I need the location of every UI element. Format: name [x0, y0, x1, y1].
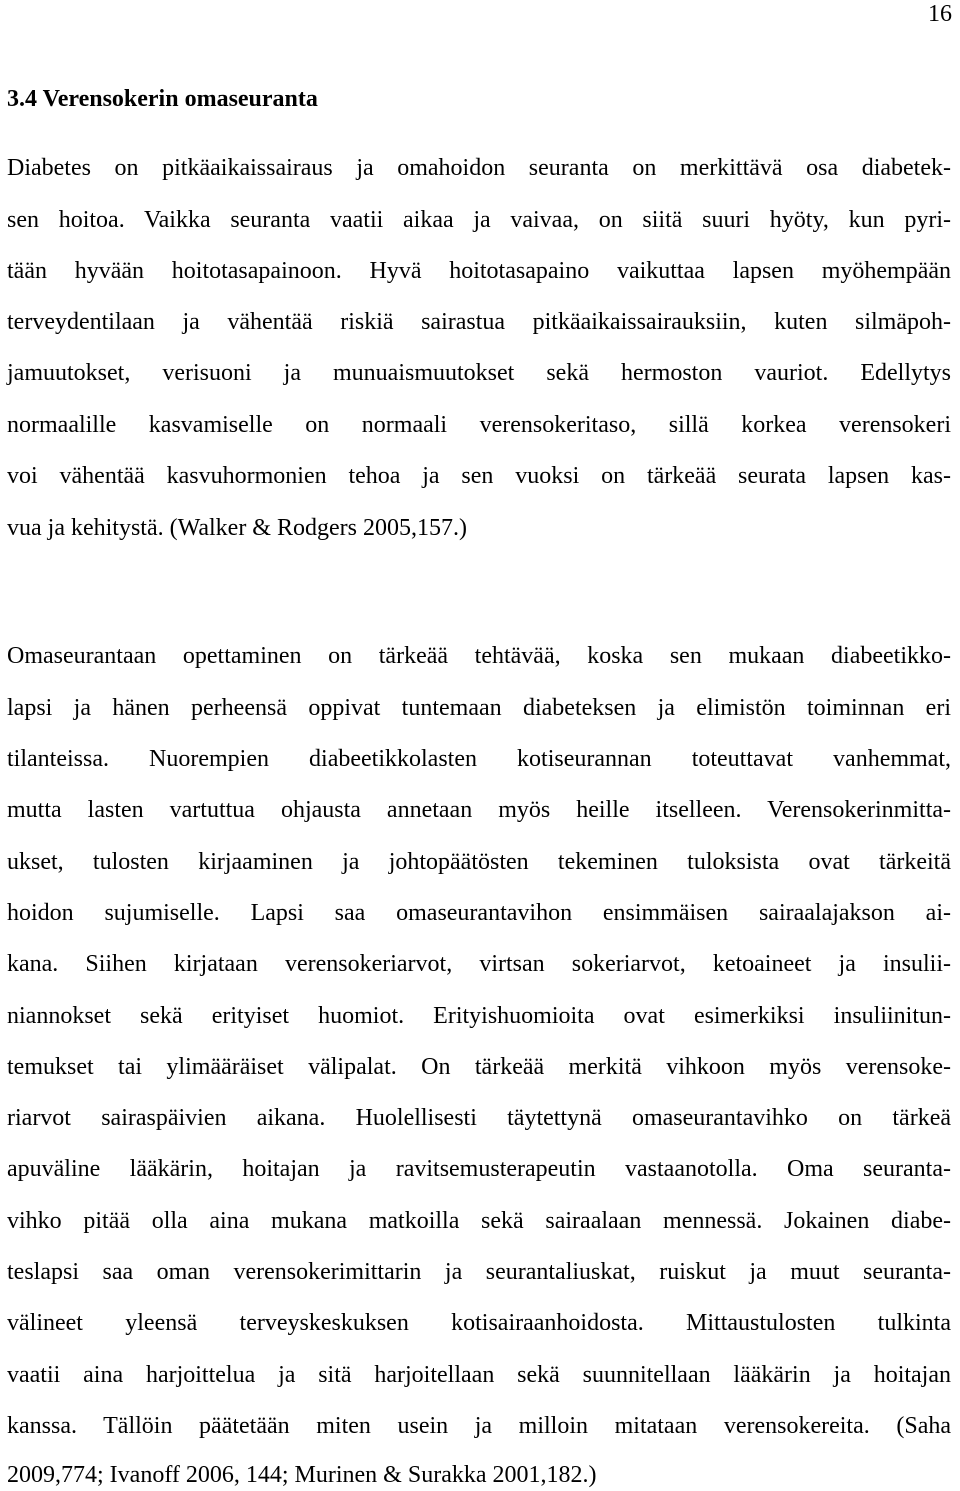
text-line: hoidon sujumiselle. Lapsi saa omaseurantavihon ensimmäisen sairaalajakson ai- — [7, 900, 951, 926]
text-line: ukset, tulosten kirjaaminen ja johtopäätösten tekeminen tuloksista ovat tärkeitä — [7, 849, 951, 875]
text-line: mutta lasten vartuttua ohjausta annetaan myös heille itselleen. Verensokerinmitta- — [7, 797, 951, 823]
text-line: tilanteissa. Nuorempien diabeetikkolasten kotiseurannan toteuttavat vanhemmat, — [7, 746, 951, 772]
text-line: temukset tai ylimääräiset välipalat. On tärkeää merkitä vihkoon myös verensoke- — [7, 1054, 951, 1080]
text-line: vihko pitää olla aina mukana matkoilla sekä sairaalaan mennessä. Jokainen diabe- — [7, 1208, 951, 1234]
text-line: Omaseurantaan opettaminen on tärkeää tehtävää, koska sen mukaan diabeetikko- — [7, 643, 951, 669]
text-line: vua ja kehitystä. (Walker & Rodgers 2005,157.) — [7, 515, 467, 541]
text-line: niannokset sekä erityiset huomiot. Erityishuomioita ovat esimerkiksi insuliinitun- — [7, 1003, 951, 1029]
text-line: normaalille kasvamiselle on normaali verensokeritaso, sillä korkea verensokeri — [7, 412, 951, 438]
text-line: sen hoitoa. Vaikka seuranta vaatii aikaa ja vaivaa, on siitä suuri hyöty, kun pyri- — [7, 207, 951, 233]
text-line: vaatii aina harjoittelua ja sitä harjoitellaan sekä suunnitellaan lääkärin ja hoitajan — [7, 1362, 951, 1388]
text-line: terveydentilaan ja vähentää riskiä sairastua pitkäaikaissairauksiin, kuten silmäpoh- — [7, 309, 951, 335]
text-line: kanssa. Tällöin päätetään miten usein ja milloin mitataan verensokereita. (Saha — [7, 1413, 951, 1439]
text-line: lapsi ja hänen perheensä oppivat tuntemaan diabeteksen ja elimistön toiminnan eri — [7, 695, 951, 721]
text-line: riarvot sairaspäivien aikana. Huolellisesti täytettynä omaseurantavihko on tärkeä — [7, 1105, 951, 1131]
text-line: voi vähentää kasvuhormonien tehoa ja sen vuoksi on tärkeää seurata lapsen kas- — [7, 463, 951, 489]
text-line: teslapsi saa oman verensokerimittarin ja seurantaliuskat, ruiskut ja muut seuranta- — [7, 1259, 951, 1285]
text-line: tään hyvään hoitotasapainoon. Hyvä hoitotasapaino vaikuttaa lapsen myöhempään — [7, 258, 951, 284]
text-line: 2009,774; Ivanoff 2006, 144; Murinen & Surakka 2001,182.) — [7, 1462, 597, 1488]
text-line: kana. Siihen kirjataan verensokeriarvot, virtsan sokeriarvot, ketoaineet ja insulii- — [7, 951, 951, 977]
text-line: apuväline lääkärin, hoitajan ja ravitsemusterapeutin vastaanotolla. Oma seuranta- — [7, 1156, 951, 1182]
text-line: välineet yleensä terveyskeskuksen kotisairaanhoidosta. Mittaustulosten tulkinta — [7, 1310, 951, 1336]
text-line: Diabetes on pitkäaikaissairaus ja omahoidon seuranta on merkittävä osa diabetek- — [7, 155, 951, 181]
text-line: jamuutokset, verisuoni ja munuaismuutokset sekä hermoston vauriot. Edellytys — [7, 360, 951, 386]
page-number: 16 — [928, 1, 952, 27]
section-heading: 3.4 Verensokerin omaseuranta — [7, 86, 318, 112]
